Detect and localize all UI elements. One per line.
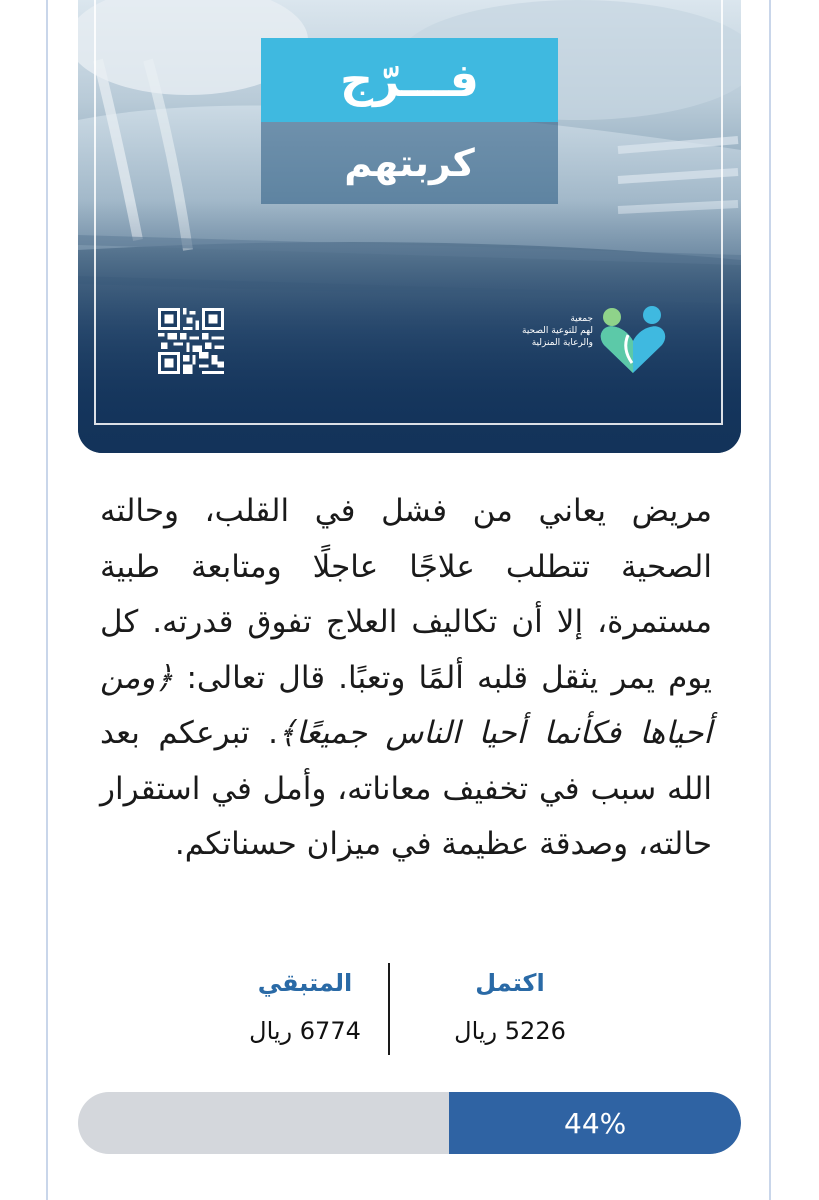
organization-name-line3: والرعاية المنزلية [531,338,593,348]
campaign-banner [78,0,741,453]
completed-label: اكتمل [475,969,545,997]
description-verse: ﴿ومن أحياها فكأنما أحيا الناس جميعًا﴾ [100,659,712,751]
case-description [100,484,712,873]
qr-code [158,308,224,374]
progress-fill [449,1092,741,1154]
completed-value: 5226 ريال [454,1017,566,1045]
heart-people-icon [598,305,668,377]
organization-name-line1: جمعية [570,314,593,324]
donation-stats [220,963,600,1055]
description-text-after: . تبرعكم بعد الله سبب في تخفيف معاناته، وأمل في استقرار حالته، وصدقة عظيمة في ميزان حسناتكم. [100,715,712,862]
progress-percent-label: 44% [564,1106,627,1140]
stat-completed [425,963,595,1049]
remaining-label: المتبقي [257,969,353,997]
campaign-title-line1: فـــرّج [339,53,480,107]
stat-remaining [220,963,390,1049]
organization-name-line2: لهم للتوعية الصحية [522,326,593,336]
organization-name [473,313,593,349]
stats-divider [388,963,390,1055]
donation-progress-bar [78,1092,741,1154]
description-text-before: مريض يعاني من فشل في القلب، وحالته الصحية تتطلب علاجًا عاجلًا ومتابعة طبية مستمرة، إلا أن تكاليف العلاج تفوق قدرته. كل يوم يمر يثقل قلبه ألمًا وتعبًا. قال تعالى: [100,493,712,696]
remaining-value: 6774 ريال [249,1017,361,1045]
organization-logo [522,305,668,377]
campaign-title-line2: كربتهم [344,141,475,185]
campaign-title-bottom [261,122,558,204]
campaign-title-top [261,38,558,122]
